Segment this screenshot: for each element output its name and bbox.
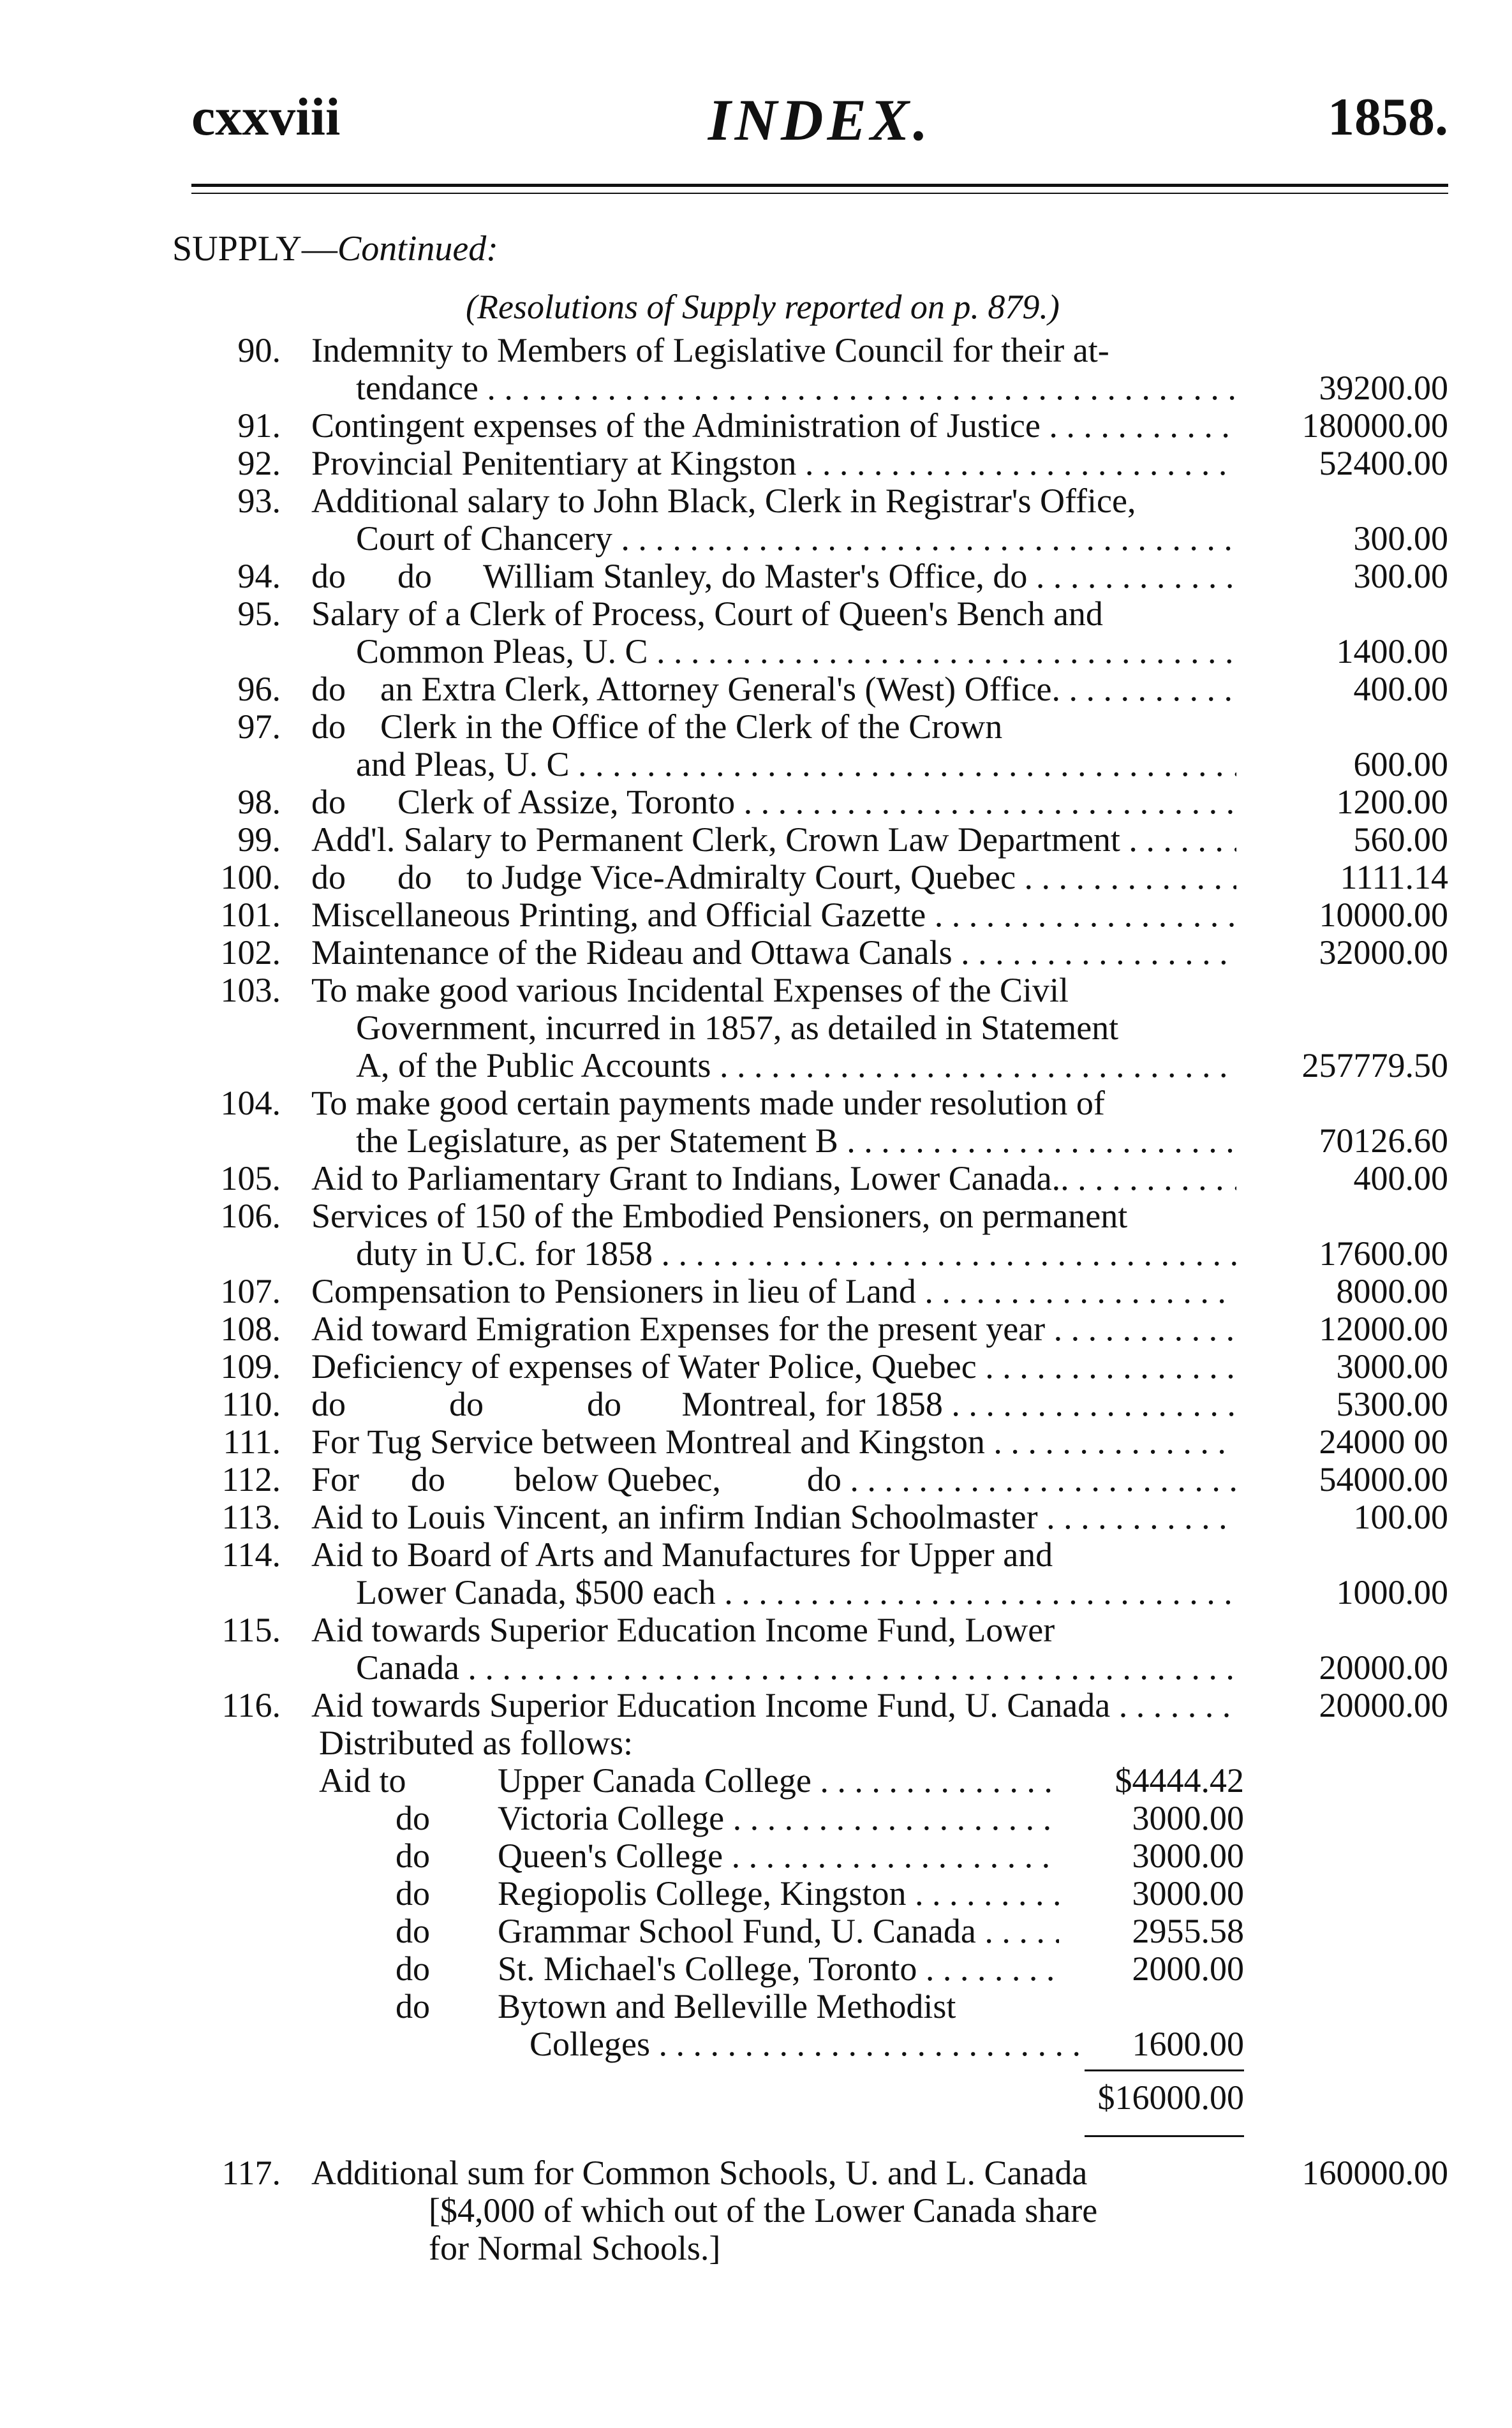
supply-entry — [0, 859, 1512, 896]
supply-entry — [0, 1611, 1512, 1687]
entry-description — [311, 1536, 1236, 1611]
entry-line: A, of the Public Accounts . . . — [356, 1047, 1236, 1084]
entry-number: 103. — [220, 971, 281, 1009]
entry-amount: 100.00 — [1353, 1498, 1448, 1536]
distribution-item: Queen's College . . . — [498, 1837, 1059, 1875]
entry-amount: 600.00 — [1353, 745, 1448, 783]
entry-line: Miscellaneous Printing, and Official Gazette . . . — [311, 896, 1236, 934]
supply-entry — [0, 1160, 1512, 1197]
distribution-amount: 1600.00 — [1132, 2025, 1244, 2063]
supply-entry — [0, 1348, 1512, 1386]
supply-entry — [0, 1386, 1512, 1423]
distribution-block — [0, 1724, 1512, 2142]
distribution-rows — [0, 1762, 1512, 2142]
resolutions-note: (Resolutions of Supply reported on p. 879.) — [466, 288, 1060, 326]
entry-number: 106. — [220, 1197, 281, 1235]
entry-number: 115. — [221, 1611, 281, 1649]
entry-line: do do to Judge Vice-Admiralty Court, Quebec . . . — [311, 859, 1236, 896]
distribution-amount: 3000.00 — [1132, 1837, 1244, 1875]
entry-line: do Clerk in the Office of the Clerk of the Crown — [311, 708, 1003, 746]
entry-amount: 560.00 — [1353, 820, 1448, 859]
entry-amount: 8000.00 — [1336, 1272, 1448, 1310]
entry-line: Services of 150 of the Embodied Pensioners, on permanent — [311, 1197, 1128, 1235]
entry-number: 114. — [221, 1536, 281, 1574]
entry-description — [311, 1423, 1236, 1461]
entry-description — [311, 1084, 1236, 1160]
supply-entry — [0, 332, 1512, 407]
entry-description — [311, 670, 1236, 708]
entry-amount: 20000.00 — [1319, 1648, 1448, 1687]
section-heading: SUPPLY—Continued: — [172, 229, 498, 269]
header-rule-thick — [191, 184, 1448, 187]
supply-entry — [0, 972, 1512, 1084]
entry-description — [311, 1348, 1236, 1386]
distribution-item: Bytown and Belleville Methodist — [498, 1988, 956, 2025]
entry-number: 108. — [220, 1310, 281, 1348]
entry-number: 91. — [237, 406, 281, 445]
entry-amount: 160000.00 — [1301, 2154, 1448, 2192]
entry-amount: 5300.00 — [1336, 1385, 1448, 1423]
supply-entry — [0, 934, 1512, 972]
entry-description — [311, 445, 1236, 482]
entry-line: Government, incurred in 1857, as detailed in Statement — [356, 1009, 1119, 1047]
entry-line: Aid to Louis Vincent, an infirm Indian Schoolmaster . . . — [311, 1499, 1236, 1536]
supply-entry — [0, 670, 1512, 708]
entry-number: 90. — [237, 331, 281, 369]
entry-line: Common Pleas, U. C . . . — [356, 633, 1236, 670]
distribution-amount: 3000.00 — [1132, 1799, 1244, 1837]
entry-line: Aid toward Emigration Expenses for the present year . . . — [311, 1310, 1236, 1348]
entry-description — [311, 1499, 1236, 1536]
supply-entry — [0, 1461, 1512, 1499]
entry-amount: 1111.14 — [1340, 858, 1448, 896]
supply-entry — [0, 1197, 1512, 1273]
entry-line: the Legislature, as per Statement B . . . — [356, 1122, 1236, 1160]
supply-entry — [0, 445, 1512, 482]
entry-number: 92. — [237, 444, 281, 482]
entry-line: For do below Quebec, do . . . — [311, 1461, 1236, 1499]
entry-line: For Tug Service between Montreal and Kingston . . . — [311, 1423, 1236, 1461]
entry-amount: 39200.00 — [1319, 369, 1448, 407]
entry-description — [311, 1611, 1236, 1687]
entry-description — [311, 1461, 1236, 1499]
entry-line: and Pleas, U. C . . . — [356, 746, 1236, 783]
entry-description — [311, 783, 1236, 821]
supply-entry — [0, 558, 1512, 595]
page-number: cxxviii — [191, 87, 341, 147]
entry-number: 104. — [220, 1084, 281, 1122]
entry-line: Aid to Board of Arts and Manufactures for Upper and — [311, 1536, 1053, 1574]
supply-entry — [0, 708, 1512, 783]
distribution-item: Victoria College . . . — [498, 1800, 1059, 1837]
supply-entry — [0, 1084, 1512, 1160]
entry-number: 113. — [221, 1498, 281, 1536]
entry-description — [311, 482, 1236, 558]
entry-number: 109. — [220, 1347, 281, 1386]
distribution-row — [0, 1875, 1512, 1913]
supply-entry — [0, 1273, 1512, 1310]
entry-line: do an Extra Clerk, Attorney General's (West) Office. . . . — [311, 670, 1236, 708]
section-continued: Continued: — [337, 229, 498, 269]
entry-line: Aid towards Superior Education Income Fund, U. Canada . . . — [311, 1687, 1236, 1724]
entry-line: Aid to Parliamentary Grant to Indians, Lower Canada.. . . . — [311, 1160, 1236, 1197]
total-rule — [1085, 2135, 1244, 2137]
entry-amount: 257779.50 — [1301, 1046, 1448, 1084]
entry-description — [311, 1386, 1236, 1423]
entry-number: 112. — [221, 1460, 281, 1499]
entry-amount: 52400.00 — [1319, 444, 1448, 482]
distribution-row — [0, 1950, 1512, 1988]
entry-line: duty in U.C. for 1858 . . . — [356, 1235, 1236, 1273]
entry-number: 101. — [220, 896, 281, 934]
entry-amount: 32000.00 — [1319, 933, 1448, 972]
distribution-prefix: do — [396, 1912, 430, 1950]
entry-description — [311, 407, 1236, 445]
entry-amount: 70126.60 — [1319, 1121, 1448, 1160]
entry-line: To make good various Incidental Expenses of the Civil — [311, 972, 1069, 1009]
entry-number: 95. — [237, 595, 281, 633]
entry-amount: 300.00 — [1353, 557, 1448, 595]
entry-amount: 3000.00 — [1336, 1347, 1448, 1386]
entry-description — [311, 859, 1236, 896]
distribution-row — [0, 1800, 1512, 1837]
entry-line: Aid towards Superior Education Income Fund, Lower — [311, 1611, 1055, 1649]
page-year: 1858. — [1328, 87, 1448, 147]
entry-number: 102. — [220, 933, 281, 972]
entry-amount: 54000.00 — [1319, 1460, 1448, 1499]
distribution-item: Regiopolis College, Kingston . . . — [498, 1875, 1059, 1913]
distribution-heading: Distributed as follows: — [319, 1724, 633, 1762]
entry-amount: 10000.00 — [1319, 896, 1448, 934]
entry-number: 116. — [221, 1686, 281, 1724]
distribution-row — [0, 2025, 1512, 2063]
supply-entry — [0, 783, 1512, 821]
entry-description — [311, 558, 1236, 595]
entry-description — [311, 1310, 1236, 1348]
entry-amount: 400.00 — [1353, 670, 1448, 708]
entry-number: 97. — [237, 707, 281, 746]
distribution-total: $16000.00 — [1097, 2078, 1244, 2117]
entry-line: Indemnity to Members of Legislative Council for their at- — [311, 332, 1109, 369]
entry-description — [311, 934, 1236, 972]
supply-entry — [0, 1536, 1512, 1611]
entry-number: 93. — [237, 482, 281, 520]
header-rule-thin — [191, 193, 1448, 194]
entry-number: 100. — [220, 858, 281, 896]
entry-number: 99. — [237, 820, 281, 859]
entry-line: Additional salary to John Black, Clerk in Registrar's Office, — [311, 482, 1136, 520]
supply-entry — [0, 821, 1512, 859]
entry-117-main — [0, 2154, 1512, 2192]
distribution-row — [0, 1837, 1512, 1875]
entry-description — [311, 1197, 1236, 1273]
entry-line: do do William Stanley, do Master's Office, do . . . — [311, 558, 1236, 595]
supply-entry — [0, 896, 1512, 934]
section-title: SUPPLY — [172, 229, 302, 269]
entry-117-note-line1: [$4,000 of which out of the Lower Canada share — [429, 2191, 1098, 2230]
entry-line: tendance . . . — [356, 369, 1236, 407]
supply-entry — [0, 1423, 1512, 1461]
distribution-item: St. Michael's College, Toronto . . . — [498, 1950, 1059, 1988]
entry-line: Maintenance of the Rideau and Ottawa Canals . . . — [311, 934, 1236, 972]
supply-entry — [0, 1499, 1512, 1536]
entry-description — [311, 896, 1236, 934]
entry-number: 105. — [220, 1159, 281, 1197]
distribution-prefix: do — [396, 1837, 430, 1875]
supply-entries-list — [0, 332, 1512, 1724]
entry-line: Compensation to Pensioners in lieu of Land . . . — [311, 1273, 1236, 1310]
entry-amount: 1000.00 — [1336, 1573, 1448, 1611]
entry-line: do do do Montreal, for 1858 . . . — [311, 1386, 1236, 1423]
entry-description — [311, 595, 1236, 670]
entry-number: 107. — [220, 1272, 281, 1310]
entry-description — [311, 972, 1236, 1084]
entry-description — [311, 1687, 1236, 1724]
distribution-amount: 2000.00 — [1132, 1950, 1244, 1988]
entry-line: To make good certain payments made under resolution of — [311, 1084, 1105, 1122]
entry-amount: 20000.00 — [1319, 1686, 1448, 1724]
distribution-amount: 2955.58 — [1132, 1912, 1244, 1950]
entry-line: Court of Chancery . . . — [356, 520, 1236, 558]
entry-line: Add'l. Salary to Permanent Clerk, Crown Law Department . . . — [311, 821, 1236, 859]
supply-entry — [0, 407, 1512, 445]
entry-number: 110. — [221, 1385, 281, 1423]
entry-number: 94. — [237, 557, 281, 595]
entry-117 — [0, 2154, 1512, 2267]
entry-line: Contingent expenses of the Administration of Justice . . . — [311, 407, 1236, 445]
page-title: INDEX. — [708, 87, 932, 152]
entry-number: 111. — [223, 1423, 281, 1461]
entry-description — [311, 1160, 1236, 1197]
entry-number: 98. — [237, 783, 281, 821]
distribution-amount: $4444.42 — [1115, 1761, 1244, 1800]
supply-entry — [0, 1310, 1512, 1348]
distribution-item: Grammar School Fund, U. Canada . . . — [498, 1913, 1059, 1950]
entry-line: Provincial Penitentiary at Kingston . . . — [311, 445, 1236, 482]
distribution-item: Upper Canada College . . . — [498, 1762, 1059, 1800]
distribution-amount: 3000.00 — [1132, 1874, 1244, 1913]
supply-entry — [0, 1687, 1512, 1724]
entry-description — [311, 708, 1236, 783]
entry-amount: 400.00 — [1353, 1159, 1448, 1197]
entry-number: 117. — [221, 2154, 281, 2192]
distribution-prefix: do — [396, 1874, 430, 1913]
entry-amount: 24000 00 — [1319, 1423, 1448, 1461]
entry-description — [311, 1273, 1236, 1310]
distribution-row — [0, 1913, 1512, 1950]
entry-line: Canada . . . — [356, 1649, 1236, 1687]
entry-description — [311, 332, 1236, 407]
entry-description: Additional sum for Common Schools, U. and L. Canada — [311, 2154, 1088, 2192]
distribution-prefix: do — [396, 1799, 430, 1837]
entry-amount: 180000.00 — [1301, 406, 1448, 445]
entry-line: Lower Canada, $500 each . . . — [356, 1574, 1236, 1611]
entry-line: Deficiency of expenses of Water Police, Quebec . . . — [311, 1348, 1236, 1386]
entry-amount: 300.00 — [1353, 519, 1448, 558]
distribution-prefix: do — [396, 1987, 430, 2025]
entry-amount: 1400.00 — [1336, 632, 1448, 670]
entry-amount: 17600.00 — [1319, 1234, 1448, 1273]
entry-line: Salary of a Clerk of Process, Court of Queen's Bench and — [311, 595, 1103, 633]
distribution-prefix: Aid to — [319, 1761, 406, 1800]
supply-entry — [0, 595, 1512, 670]
entry-117-note-line2: for Normal Schools.] — [429, 2229, 721, 2267]
entry-amount: 1200.00 — [1336, 783, 1448, 821]
entry-description — [311, 821, 1236, 859]
distribution-item: Colleges . . . — [530, 2025, 1091, 2063]
distribution-row — [0, 1988, 1512, 2025]
page-header — [191, 86, 1448, 156]
entry-amount: 12000.00 — [1319, 1310, 1448, 1348]
distribution-prefix: do — [396, 1950, 430, 1988]
entry-line: do Clerk of Assize, Toronto . . . — [311, 783, 1236, 821]
entry-number: 96. — [237, 670, 281, 708]
supply-entry — [0, 482, 1512, 558]
distribution-row — [0, 1762, 1512, 1800]
